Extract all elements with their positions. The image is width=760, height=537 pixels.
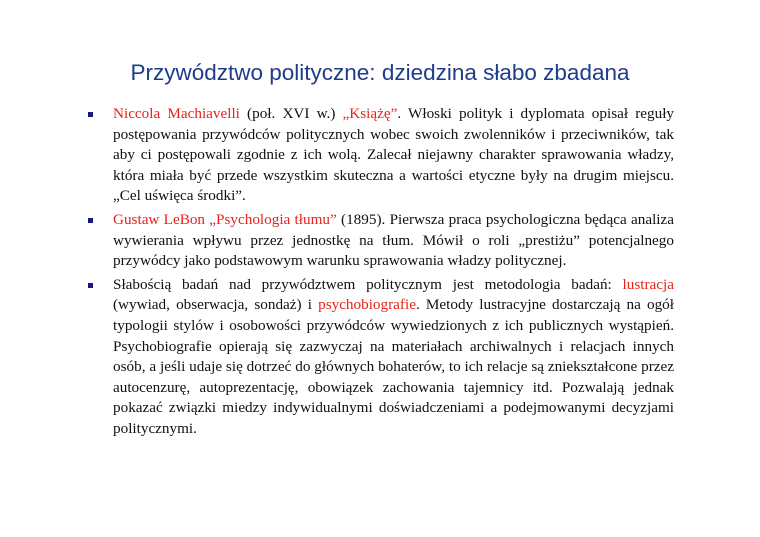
item-text: . Metody lustracyjne dostarczają na ogół typologii stylów i osobowości przywódców wywiedzionych z ich publicznych wystąpień. Psychobiografie opierają się zazwyczaj na materiałach archiwalnych i relacjach innych osób, a jeśli udaje się dotrzeć do głównych bohaterów, to ich relacje są zniekształcone przez autocenzurę, autoprezentację, obowiązek zachowania tajemnicy itd. Pozwalają jednak pokazać związki miedzy indywidualnymi doświadczeniami a podejmowanymi decyzjami politycznymi. — [113, 296, 674, 437]
term-psychobiografie: psychobiografie — [318, 296, 416, 314]
work-title: „Książę” — [342, 105, 398, 122]
slide-title: Przywództwo polityczne: dziedzina słabo zbadana — [130, 60, 630, 85]
item-text: Słabością badań nad przywództwem politycznym jest metodologia badań: — [113, 275, 623, 293]
item-text: (1895). Pierwsza praca psychologiczna będąca analiza wywierania wpływu przez jednostkę na tłum. Mówił o roli „prestiżu” potencjalnego przywódcy jako podstawowym warunku sprawowania władzy politycznej. — [113, 210, 674, 270]
item-text: . Włoski polityk i dyplomata opisał reguły postępowania przywódców politycznych wobec swoich zwolenników i przeciwników, tak aby ci postępowali zgodnie z ich wolą. Zalecał niejawny charakter sprawowania władzy, która miała być przede wszystkim skuteczna a wartości etyczne były na drugim miejscu. „Cel uświęca środki”. — [113, 105, 675, 205]
item-text: (wywiad, obserwacja, sondaż) i — [113, 296, 319, 314]
author-and-work: Gustaw LeBon „Psychologia tłumu” — [113, 210, 337, 228]
bullet-item-machiavelli — [88, 104, 674, 207]
term-lustracja: lustracja — [622, 275, 674, 293]
square-bullet-icon — [88, 112, 93, 117]
bullet-item-methodology — [88, 275, 674, 440]
author-name: Niccola Machiavelli — [113, 105, 240, 122]
square-bullet-icon — [88, 283, 93, 288]
item-text: (poł. XVI w.) — [239, 105, 343, 122]
square-bullet-icon — [88, 218, 93, 223]
bullet-list — [88, 104, 674, 443]
bullet-item-lebon — [88, 210, 674, 272]
